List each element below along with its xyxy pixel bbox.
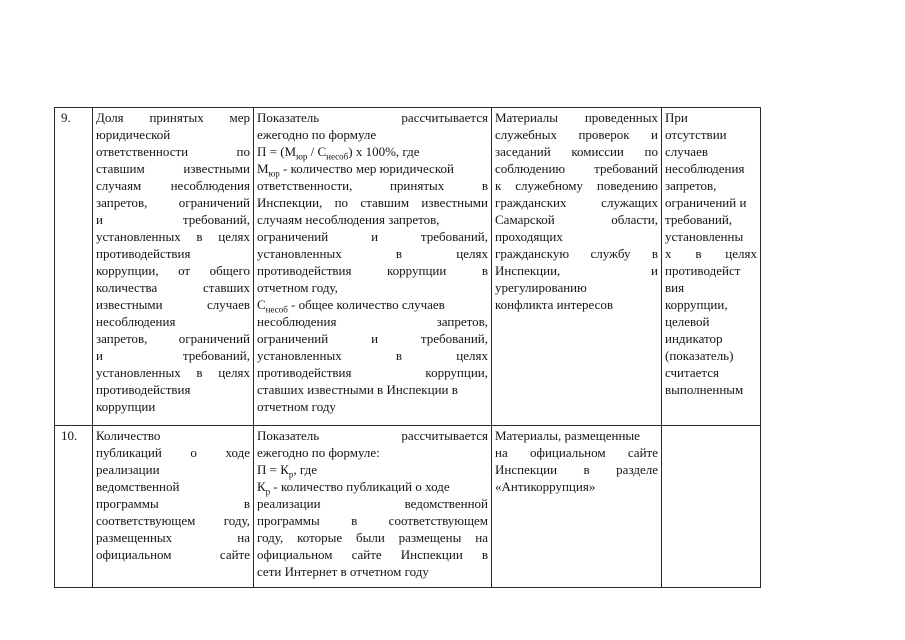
text-line: вия: [665, 280, 685, 295]
text-line: отчетном году: [257, 399, 336, 414]
text-line: сети Интернет в отчетном году: [257, 564, 429, 579]
text-line: программы в соответствующем: [257, 513, 488, 528]
calculation-method-cell: [254, 108, 492, 426]
text-line: проходящих: [495, 229, 563, 244]
text-line: ограничений и требований,: [257, 331, 488, 346]
text-line: Показатель рассчитывается: [257, 110, 488, 125]
text-line: году, которые были размещены на: [257, 530, 488, 545]
text-line: запретов, ограничений: [96, 331, 250, 346]
text-line: запретов,: [665, 178, 717, 193]
text-line: юридической: [96, 127, 171, 142]
formula-line: $П = (М_{юр} / С_{несоб})$ х 100%, где: [257, 144, 420, 162]
text-line: Материалы проведенных: [495, 110, 658, 125]
text-line: (показатель): [665, 348, 734, 363]
text-line: и требований,: [96, 348, 250, 363]
text-line: на официальном сайте: [495, 445, 658, 460]
text-line: выполненным: [665, 382, 744, 397]
text-line: противодействия коррупции в: [257, 263, 488, 278]
text-line: коррупции,: [665, 297, 728, 312]
variable-definition-line: $К_р$ - количество публикаций о ходе: [257, 479, 450, 497]
calculation-method-cell: [254, 426, 492, 588]
text-line: «Антикоррупция»: [495, 479, 596, 494]
text-line: несоблюдения: [96, 314, 176, 329]
data-source-cell: [492, 426, 662, 588]
text-line: несоблюдения запретов,: [257, 314, 488, 329]
text-line: ставшим известными: [96, 161, 250, 176]
text-line: противодействия: [96, 246, 191, 261]
text-line: реализации ведомственной: [257, 496, 488, 511]
text-line: ежегодно по формуле: [257, 127, 377, 142]
text-line: Инспекции, и: [495, 263, 658, 278]
text-line: Инспекции в разделе: [495, 462, 658, 477]
text-line: случаев: [665, 144, 708, 159]
text-line: Инспекции, по ставшим известными: [257, 195, 488, 210]
text-line: размещенных на: [96, 530, 250, 545]
text-line: публикаций о ходе: [96, 445, 250, 460]
text-line: коррупции: [96, 399, 156, 414]
text-line: установленных в целях: [257, 246, 488, 261]
indicators-table: [54, 107, 761, 588]
text-line: конфликта интересов: [495, 297, 614, 312]
text-line: ответственности, принятых в: [257, 178, 488, 193]
text-line: случаям несоблюдения запретов,: [257, 212, 440, 227]
text-line: противодейст: [665, 263, 741, 278]
indicator-name-cell: [93, 108, 254, 426]
row-number-cell: [55, 108, 93, 426]
text-line: урегулированию: [495, 280, 587, 295]
text-line: коррупции, от общего: [96, 263, 250, 278]
text-line: Показатель рассчитывается: [257, 428, 488, 443]
text-line: заседаний комиссии по: [495, 144, 658, 159]
text-line: соблюдению требований: [495, 161, 658, 176]
text-line: программы в: [96, 496, 250, 511]
text-line: установленны: [665, 229, 744, 244]
text-line: запретов, ограничений: [96, 195, 250, 210]
text-line: служебных проверок и: [495, 127, 658, 142]
text-line: Доля принятых мер: [96, 110, 250, 125]
text-line: официальном сайте: [96, 547, 250, 562]
text-line: известными случаев: [96, 297, 250, 312]
text-line: При: [665, 110, 688, 125]
text-line: Количество: [96, 428, 161, 443]
text-line: гражданских служащих: [495, 195, 658, 210]
text-line: индикатор: [665, 331, 723, 346]
text-line: считается: [665, 365, 719, 380]
text-line: Материалы, размещенные: [495, 428, 640, 443]
data-source-cell: [492, 108, 662, 426]
variable-definition-line: $М_{юр}$ - количество мер юридической: [257, 161, 454, 179]
text-line: гражданскую службу в: [495, 246, 658, 261]
table-row: [55, 426, 761, 588]
text-line: несоблюдения: [665, 161, 745, 176]
text-line: к служебному поведению: [495, 178, 658, 193]
formula-line: $П = К_р$, где: [257, 462, 317, 480]
table-row: [55, 108, 761, 426]
text-line: и требований,: [96, 212, 250, 227]
text-line: противодействия коррупции,: [257, 365, 488, 380]
text-line: установленных в целях: [96, 229, 250, 244]
text-line: установленных в целях: [257, 348, 488, 363]
text-line: ограничений и: [665, 195, 747, 210]
text-line: случаям несоблюдения: [96, 178, 250, 193]
text-line: реализации: [96, 462, 160, 477]
text-line: отсутствии: [665, 127, 727, 142]
text-line: ответственности по: [96, 144, 250, 159]
row-number: 9.: [61, 110, 71, 125]
indicator-condition-cell: [662, 426, 761, 588]
text-line: ежегодно по формуле:: [257, 445, 380, 460]
text-line: противодействия: [96, 382, 191, 397]
text-line: установленных в целях: [96, 365, 250, 380]
indicator-condition-cell: [662, 108, 761, 426]
row-number-cell: [55, 426, 93, 588]
row-number: 10.: [61, 428, 78, 443]
indicator-name-cell: [93, 426, 254, 588]
text-line: соответствующем году,: [96, 513, 250, 528]
variable-definition-line: $С_{несоб}$ - общее количество случаев: [257, 297, 445, 315]
text-line: ведомственной: [96, 479, 180, 494]
text-line: целевой: [665, 314, 710, 329]
text-line: х в целях: [665, 246, 757, 261]
text-line: требований,: [665, 212, 733, 227]
text-line: количества ставших: [96, 280, 250, 295]
text-line: ограничений и требований,: [257, 229, 488, 244]
text-line: Самарской области,: [495, 212, 658, 227]
text-line: ставших известными в Инспекции в: [257, 382, 458, 397]
text-line: официальном сайте Инспекции в: [257, 547, 488, 562]
text-line: отчетном году,: [257, 280, 338, 295]
